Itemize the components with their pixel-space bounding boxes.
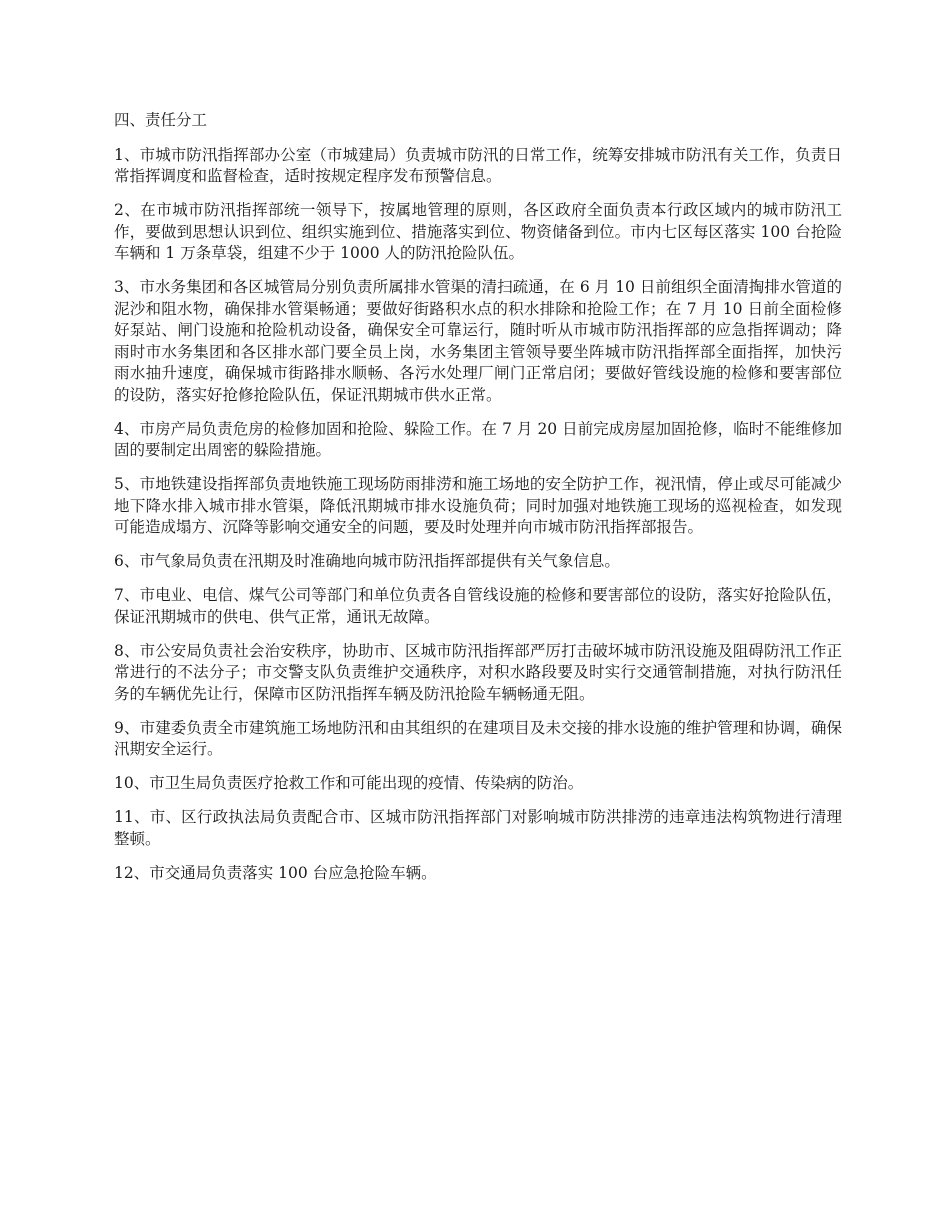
paragraph-10: 10、市卫生局负责医疗抢救工作和可能出现的疫情、传染病的防治。	[114, 774, 584, 792]
document-body	[114, 110, 842, 897]
paragraph-3: 3、市水务集团和各区城管局分别负责所属排水管渠的清扫疏通，在 6 月 10 日前组织全面清掏排水管道的泥沙和阻水物，确保排水管渠畅通；要做好街路积水点的积水排除和抢险工作；在 7 月 10 日前全面检修好泵站、闸门设施和抢险机动设备，确保安全可靠运行，随时听从市城市防汛指挥部的应急指挥调动；降雨时市水务集团和各区排水部门要全员上岗，水务集团主管领导要坐阵城市防汛指挥部全面指挥，加快污雨水抽升速度，确保城市街路排水顺畅、各污水处理厂闸门正常启闭；要做好管线设施的检修和要害部位的设防，落实好抢修抢险队伍，保证汛期城市供水正常。	[114, 278, 842, 404]
paragraph-1: 1、市城市防汛指挥部办公室（市城建局）负责城市防汛的日常工作，统筹安排城市防汛有关工作，负责日常指挥调度和监督检查，适时按规定程序发布预警信息。	[114, 145, 842, 185]
paragraph-8: 8、市公安局负责社会治安秩序，协助市、区城市防汛指挥部严厉打击破坏城市防汛设施及阻碍防汛工作正常进行的不法分子；市交警支队负责维护交通秩序，对积水路段要及时实行交通管制措施，对执行防汛任务的车辆优先让行，保障市区防汛指挥车辆及防汛抢险车辆畅通无阻。	[114, 641, 842, 703]
paragraph-2: 2、在市城市防汛指挥部统一领导下，按属地管理的原则，各区政府全面负责本行政区域内的城市防汛工作，要做到思想认识到位、组织实施到位、措施落实到位、物资储备到位。市内七区每区落实 100 台抢险车辆和 1 万条草袋，组建不少于 1000 人的防汛抢险队伍。	[114, 201, 842, 262]
section-heading: 四、责任分工	[114, 111, 208, 129]
paragraph-6: 6、市气象局负责在汛期及时准确地向城市防汛指挥部提供有关气象信息。	[114, 552, 620, 570]
paragraph-5: 5、市地铁建设指挥部负责地铁施工现场防雨排涝和施工场地的安全防护工作，视汛情，停止或尽可能减少地下降水排入城市排水管渠，降低汛期城市排水设施负荷；同时加强对地铁施工现场的巡视检查，如发现可能造成塌方、沉降等影响交通安全的问题，要及时处理并向市城市防汛指挥部报告。	[114, 475, 842, 536]
paragraph-7: 7、市电业、电信、煤气公司等部门和单位负责各自管线设施的检修和要害部位的设防，落实好抢险队伍，保证汛期城市的供电、供气正常，通讯无故障。	[114, 586, 842, 626]
paragraph-4: 4、市房产局负责危房的检修加固和抢险、躲险工作。在 7 月 20 日前完成房屋加固抢修，临时不能维修加固的要制定出周密的躲险措施。	[114, 419, 842, 459]
paragraph-12: 12、市交通局负责落实 100 台应急抢险车辆。	[114, 863, 437, 882]
paragraph-9: 9、市建委负责全市建筑施工场地防汛和由其组织的在建项目及未交接的排水设施的维护管理和协调，确保汛期安全运行。	[114, 718, 842, 758]
paragraph-11: 11、市、区行政执法局负责配合市、区城市防汛指挥部门对影响城市防洪排涝的违章违法构筑物进行清理整顿。	[114, 808, 842, 848]
